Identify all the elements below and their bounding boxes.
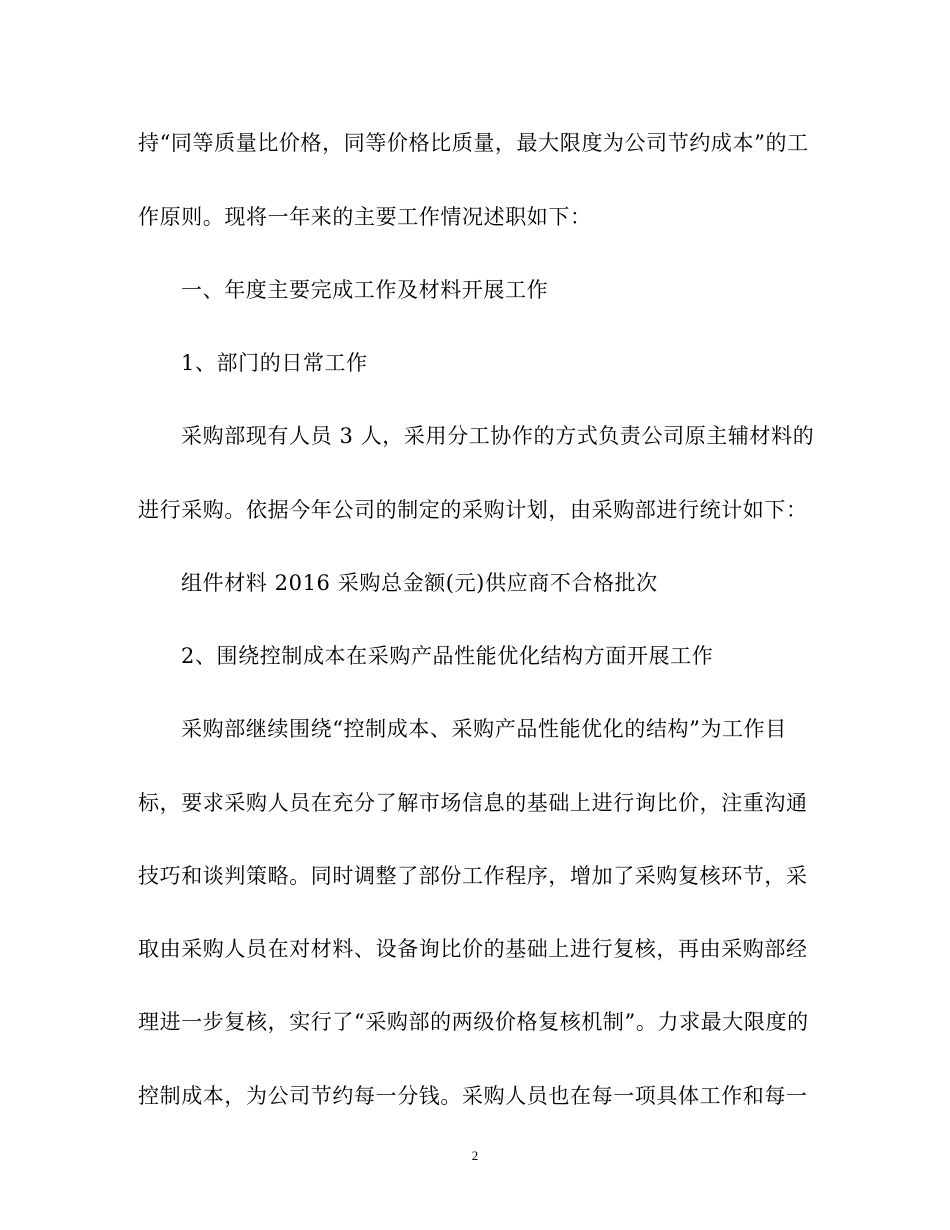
paragraph-line: 进行采购。依据今年公司的制定的采购计划，由采购部进行统计如下： [138,498,808,522]
subsection-heading: 2、围绕控制成本在采购产品性能优化结构方面开展工作 [181,644,714,668]
page-number: 2 [471,1148,479,1163]
paragraph-line: 作原则。现将一年来的主要工作情况述职如下： [138,205,592,229]
paragraph-line: 控制成本，为公司节约每一分钱。采购人员也在每一项具体工作和每一 [138,1084,808,1108]
paragraph-line: 组件材料 2016 采购总金额(元)供应商不合格批次 [181,571,658,595]
paragraph-line: 取由采购人员在对材料、设备询比价的基础上进行复核，再由采购部经 [138,937,808,961]
paragraph-line: 采购部现有人员 3 人，采用分工协作的方式负责公司原主辅材料的 [181,424,815,448]
subsection-heading: 1、部门的日常工作 [181,351,368,375]
paragraph-line: 标，要求采购人员在充分了解市场信息的基础上进行询比价，注重沟通 [138,791,808,815]
paragraph-line: 采购部继续围绕“控制成本、采购产品性能优化的结构”为工作目 [181,717,787,741]
section-heading: 一、年度主要完成工作及材料开展工作 [181,278,549,302]
paragraph-line: 理进一步复核，实行了“采购部的两级价格复核机制”。力求最大限度的 [138,1010,809,1034]
paragraph-line: 持“同等质量比价格，同等价格比质量，最大限度为公司节约成本”的工 [138,131,809,155]
paragraph-line: 技巧和谈判策略。同时调整了部份工作程序，增加了采购复核环节，采 [138,864,808,888]
